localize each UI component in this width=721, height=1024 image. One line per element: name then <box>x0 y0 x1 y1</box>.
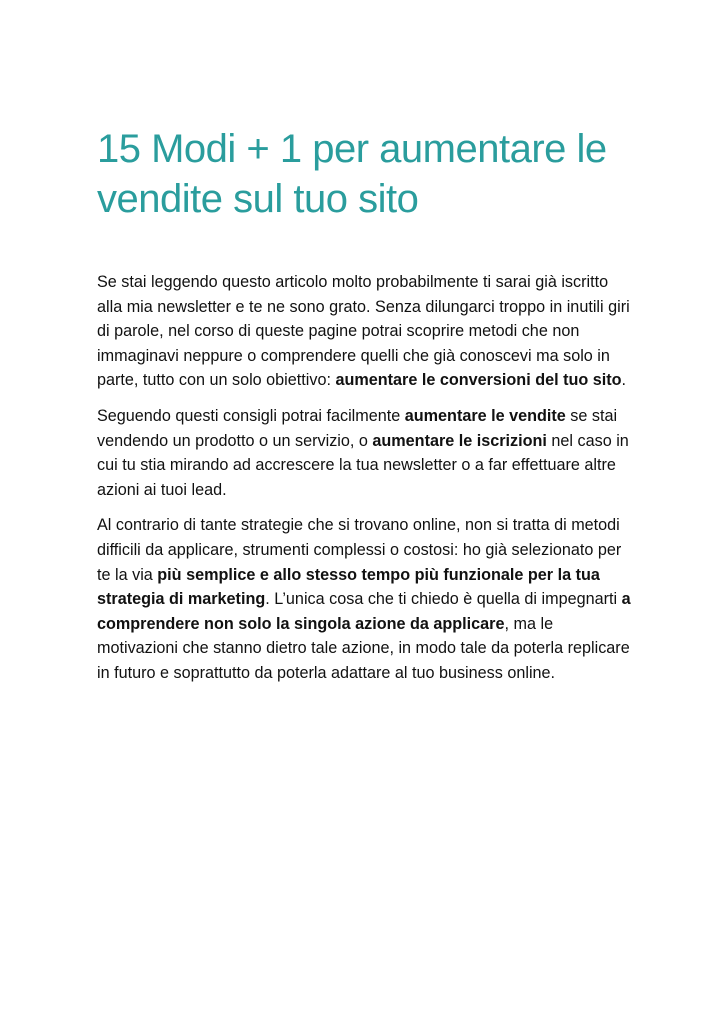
paragraph-2 <box>97 404 637 502</box>
paragraph-text: Seguendo questi consigli potrai facilmente <box>97 406 405 425</box>
bold-text: a comprendere non solo la singola azione da applicare <box>97 590 631 633</box>
paragraph-text: . <box>621 371 627 390</box>
bold-text: più semplice e allo stesso tempo più funzionale per la tua strategia di marketing <box>97 565 600 609</box>
bold-text: aumentare le conversioni del tuo sito <box>335 371 622 390</box>
paragraph-text: Al contrario di tante strategie che si trovano online, non si tratta di metodi difficili da applicare, strumenti complessi o costosi: ho già selezionato per te la via <box>97 516 622 584</box>
document-title: 15 Modi + 1 per aumentare le vendite sul tuo sito <box>97 127 607 221</box>
paragraph-3 <box>97 513 637 685</box>
paragraph-text: se stai vendendo un prodotto o un servizio, o <box>97 406 618 450</box>
bold-text: aumentare le iscrizioni <box>372 431 547 450</box>
paragraph-text: nel caso in cui tu stia mirando ad accrescere la tua newsletter o a far effettuare altre azioni ai tuoi lead. <box>97 431 629 499</box>
paragraph-text: Se stai leggendo questo articolo molto probabilmente ti sarai già iscritto alla mia newsletter e te ne sono grato. Senza dilungarci troppo in inutili giri di parole, nel corso di queste pagine potrai scoprire metodi che non immaginavi neppure o comprendere quelli che già conoscevi ma solo in parte, tutto con un solo obiettivo: <box>97 273 630 390</box>
paragraph-text: , ma le motivazioni che stanno dietro tale azione, in modo tale da poterla replicare in futuro e soprattutto da poterla adattare al tuo business online. <box>97 614 630 682</box>
paragraph-text: . L’unica cosa che ti chiedo è quella di impegnarti <box>265 590 622 609</box>
bold-text: aumentare le vendite <box>404 406 566 425</box>
document-body <box>97 270 637 697</box>
paragraph-1 <box>97 270 637 393</box>
